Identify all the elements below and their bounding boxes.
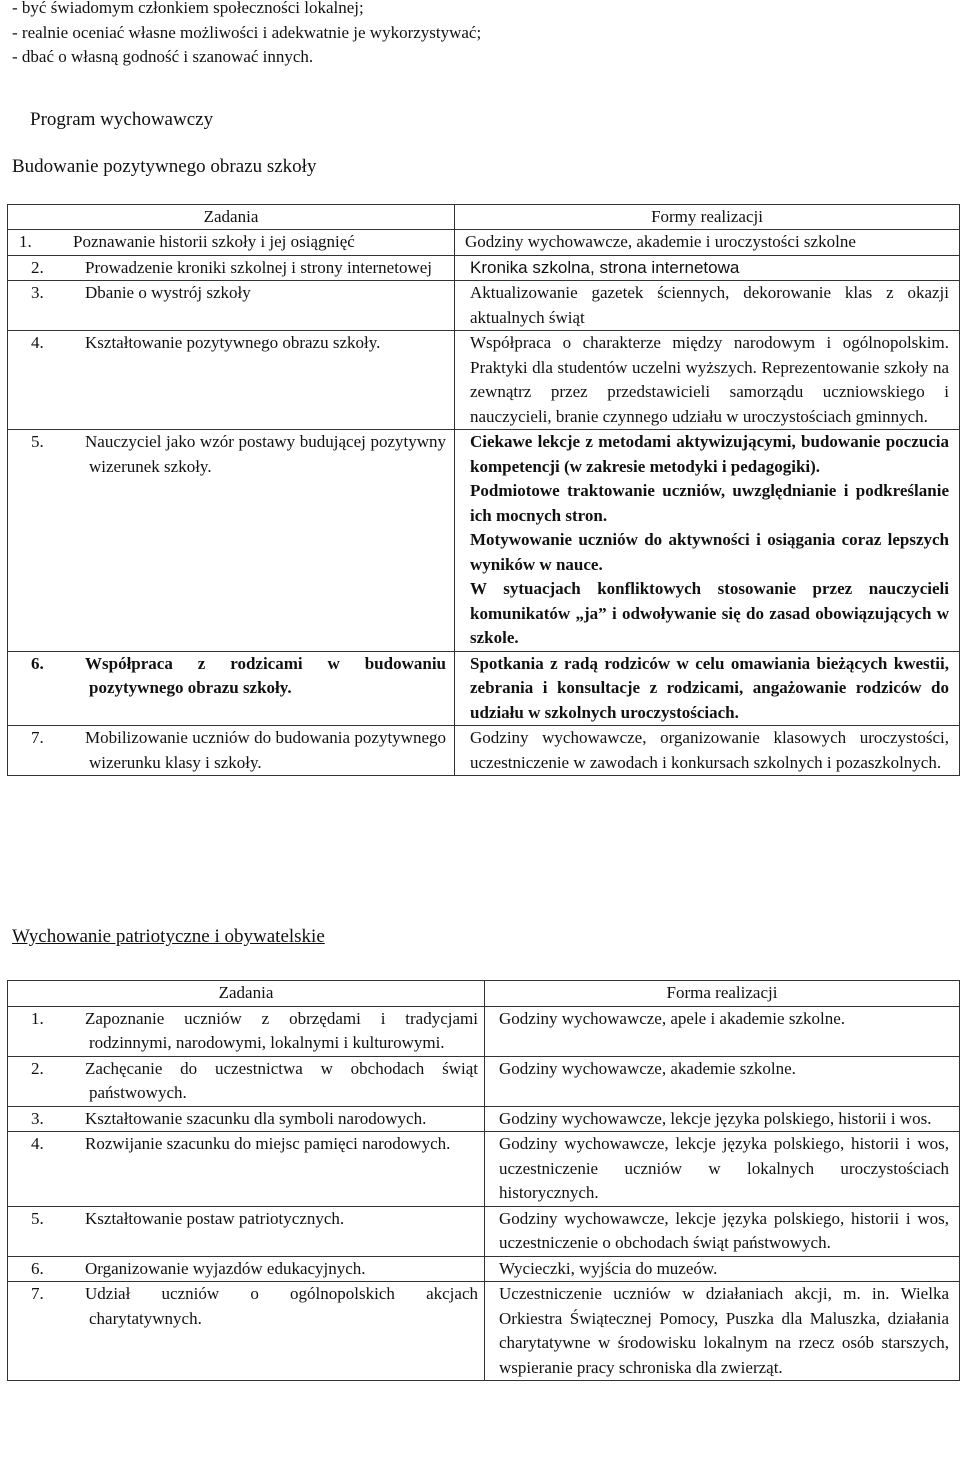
form-cell: Ciekawe lekcje z metodami aktywizującymi, budowanie poczucia kompetencji (w zakresie metodyki i pedagogiki). Podmiotowe traktowanie uczniów, uwzględnianie i podkreślanie ich mocnych stron. Motywowanie uczniów do aktywności i osiągania coraz lepszych wyników w nauce. W sytuacjach konfliktowych stosowanie przez nauczycieli komunikatów „ja” i odwoływanie się do zasad obowiązujących w szkole. <box>455 430 960 652</box>
heading-budowanie: Budowanie pozytywnego obrazu szkoły <box>12 156 317 177</box>
task-cell: 4. Kształtowanie pozytywnego obrazu szkoły. <box>8 331 455 430</box>
form-cell: Spotkania z radą rodziców w celu omawiania bieżących kwestii, zebrania i konsultacje z rodzicami, angażowanie rodziców do udziału w szkolnych uroczystościach. <box>455 651 960 726</box>
table-row <box>8 651 960 726</box>
table-row <box>8 230 960 256</box>
table-row <box>8 1256 960 1282</box>
header-forma: Forma realizacji <box>485 981 960 1007</box>
form-cell: Godziny wychowawcze, akademie szkolne. <box>485 1056 960 1106</box>
form-cell: Godziny wychowawcze, apele i akademie szkolne. <box>485 1006 960 1056</box>
table-row <box>8 281 960 331</box>
task-cell: 1. Poznawanie historii szkoły i jej osiągnięć <box>8 230 455 256</box>
form-cell: Godziny wychowawcze, organizowanie klasowych uroczystości, uczestniczenie w zawodach i konkursach szkolnych i pozaszkolnych. <box>455 726 960 776</box>
form-cell: Kronika szkolna, strona internetowa <box>455 255 960 281</box>
task-cell: 1. Zapoznanie uczniów z obrzędami i tradycjami rodzinnymi, narodowymi, lokalnymi i kulturowymi. <box>8 1006 485 1056</box>
table-row <box>8 1056 960 1106</box>
task-cell: 3. Kształtowanie szacunku dla symboli narodowych. <box>8 1106 485 1132</box>
task-cell: 6. Współpraca z rodzicami w budowaniu pozytywnego obrazu szkoły. <box>8 651 455 726</box>
table-header-row <box>8 981 960 1007</box>
task-cell: 7. Udział uczniów o ogólnopolskich akcjach charytatywnych. <box>8 1282 485 1381</box>
task-cell: 3. Dbanie o wystrój szkoły <box>8 281 455 331</box>
intro-line: - dbać o własną godność i szanować innych. <box>12 47 314 66</box>
form-cell: Godziny wychowawcze, akademie i uroczystości szkolne <box>455 230 960 256</box>
header-zadania: Zadania <box>8 981 485 1007</box>
header-zadania: Zadania <box>8 205 455 230</box>
table-row <box>8 1282 960 1381</box>
task-cell: 7. Mobilizowanie uczniów do budowania pozytywnego wizerunku klasy i szkoły. <box>8 726 455 776</box>
task-cell: 6. Organizowanie wyjazdów edukacyjnych. <box>8 1256 485 1282</box>
form-cell: Godziny wychowawcze, lekcje języka polskiego, historii i wos, uczestniczenie o obchodach świąt państwowych. <box>485 1206 960 1256</box>
intro-line: - być świadomym członkiem społeczności lokalnej; <box>12 0 364 17</box>
task-cell: 5. Nauczyciel jako wzór postawy budującej pozytywny wizerunek szkoły. <box>8 430 455 652</box>
table-patriot <box>7 980 960 1381</box>
table-row <box>8 726 960 776</box>
intro-list <box>12 0 481 70</box>
table-row <box>8 1106 960 1132</box>
table-row <box>8 430 960 652</box>
form-cell: Aktualizowanie gazetek ściennych, dekorowanie klas z okazji aktualnych świąt <box>455 281 960 331</box>
table-row <box>8 331 960 430</box>
form-cell: Godziny wychowawcze, lekcje języka polskiego, historii i wos. <box>485 1106 960 1132</box>
form-cell: Współpraca o charakterze między narodowym i ogólnopolskim. Praktyki dla studentów uczelni wyższych. Reprezentowanie szkoły na zewnątrz przez przedstawicieli samorządu uczniowskiego i nauczycieli, branie czynnego udziału w uroczystościach gminnych. <box>455 331 960 430</box>
form-cell: Uczestniczenie uczniów w działaniach akcji, m. in. Wielka Orkiestra Świątecznej Pomocy, Puszka dla Maluszka, działania charytatywne w środowisku lokalnym na rzecz osób starszych, wspieranie pracy schroniska dla zwierząt. <box>485 1282 960 1381</box>
task-cell: 5. Kształtowanie postaw patriotycznych. <box>8 1206 485 1256</box>
intro-line: - realnie oceniać własne możliwości i adekwatnie je wykorzystywać; <box>12 22 482 42</box>
task-cell: 2. Prowadzenie kroniki szkolnej i strony internetowej <box>8 255 455 281</box>
table-row <box>8 1206 960 1256</box>
task-cell: 2. Zachęcanie do uczestnictwa w obchodach świąt państwowych. <box>8 1056 485 1106</box>
heading-program: Program wychowawczy <box>30 109 214 130</box>
table-budowanie <box>7 204 960 776</box>
table-row <box>8 1132 960 1207</box>
table-row <box>8 255 960 281</box>
table-row <box>8 1006 960 1056</box>
form-cell: Wycieczki, wyjścia do muzeów. <box>485 1256 960 1282</box>
table-header-row <box>8 205 960 230</box>
heading-patriot: Wychowanie patriotyczne i obywatelskie <box>12 926 325 947</box>
header-formy: Formy realizacji <box>455 205 960 230</box>
form-cell: Godziny wychowawcze, lekcje języka polskiego, historii i wos, uczestniczenie uczniów w lokalnych uroczystościach historycznych. <box>485 1132 960 1207</box>
task-cell: 4. Rozwijanie szacunku do miejsc pamięci narodowych. <box>8 1132 485 1207</box>
